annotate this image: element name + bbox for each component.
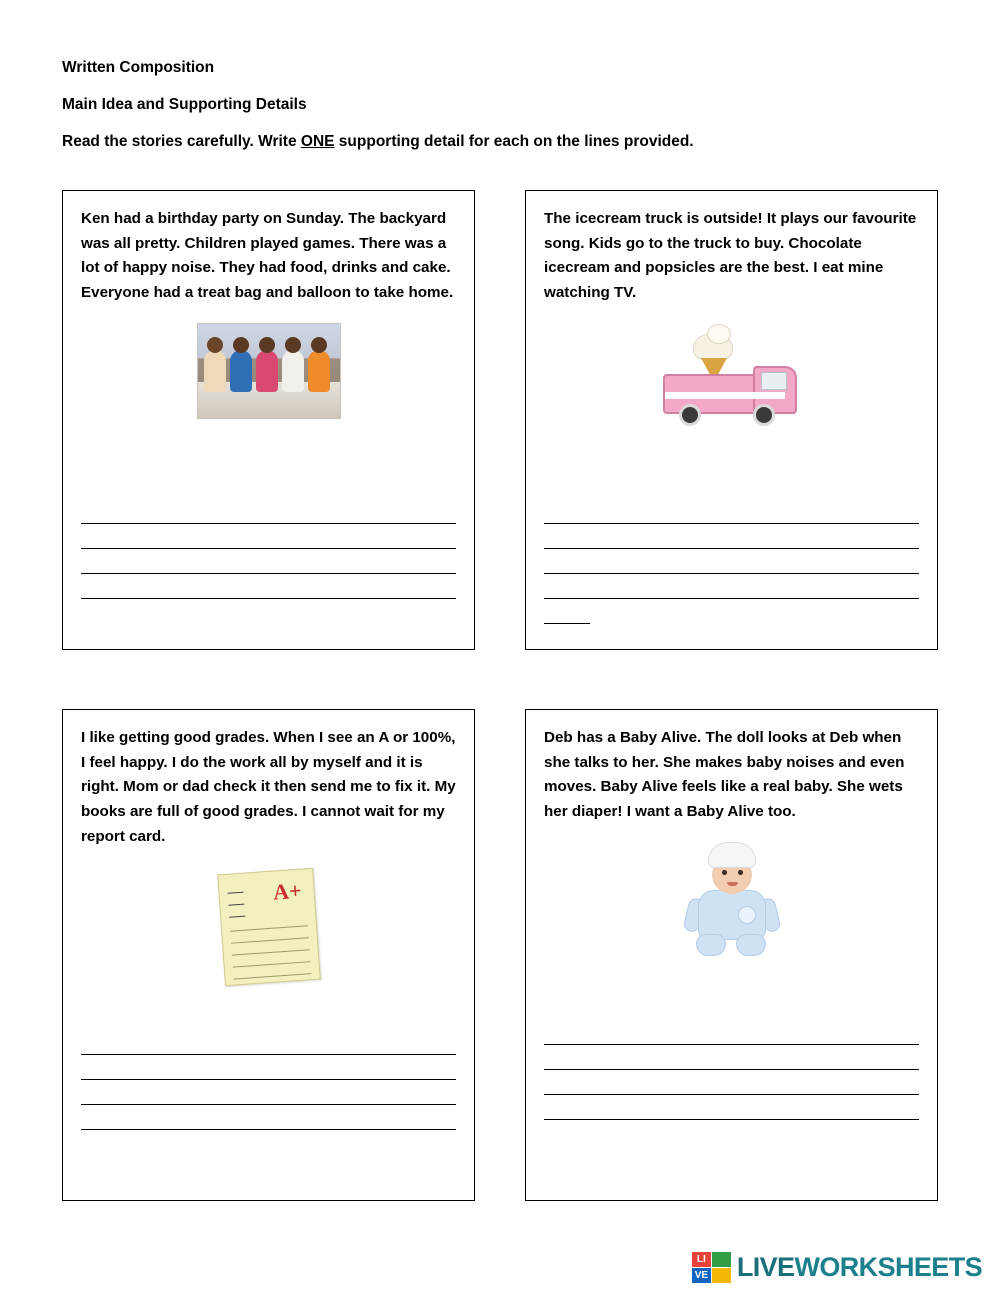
story-text: The icecream truck is outside! It plays our favourite song. Kids go to the truck to buy. Chocolate icecream and popsicles are the best. I eat mine watching TV.	[544, 210, 917, 301]
story-text: Ken had a birthday party on Sunday. The backyard was all pretty. Children played games. There was a lot of happy noise. They had food, drinks and cake. Everyone had a treat bag and balloon to take home.	[81, 210, 454, 301]
story-card-grades	[62, 709, 475, 1201]
header-title: Written Composition	[62, 59, 215, 76]
doll-leg	[696, 934, 726, 956]
doll-eye	[722, 870, 727, 875]
truck-stripe	[665, 392, 785, 399]
doll-mouth	[727, 882, 738, 886]
graded-paper-graphic	[217, 868, 321, 986]
check-mark	[229, 916, 245, 918]
answer-line[interactable]	[81, 1105, 456, 1130]
logo-word-live: LIVE	[736, 1252, 795, 1282]
story-card-icecream	[525, 190, 938, 650]
answer-lines[interactable]	[81, 499, 456, 599]
answer-line[interactable]	[81, 524, 456, 549]
paper-rule	[232, 961, 310, 967]
child-figure	[204, 350, 226, 392]
truck-window	[761, 372, 787, 390]
answer-line[interactable]	[544, 1045, 919, 1070]
answer-line[interactable]	[81, 1030, 456, 1055]
children-at-party-photo	[81, 316, 456, 426]
paper-rule	[233, 973, 311, 979]
cards-grid	[62, 190, 938, 1201]
teddy-patch-icon	[738, 906, 756, 924]
child-figure	[230, 350, 252, 392]
header-instructions	[62, 132, 942, 153]
instructions-emphasis: ONE	[300, 132, 335, 150]
logo-block-br	[712, 1268, 731, 1283]
icecream-truck-illustration	[544, 324, 919, 444]
baby-doll-photo	[544, 837, 919, 967]
answer-line[interactable]	[544, 549, 919, 574]
instructions-after: supporting detail for each on the lines provided.	[334, 132, 694, 150]
check-mark	[227, 892, 243, 894]
answer-line[interactable]	[81, 1055, 456, 1080]
answer-line[interactable]	[544, 1070, 919, 1095]
paper-rule	[230, 925, 308, 931]
liveworksheets-logo[interactable]	[692, 1252, 982, 1283]
doll-leg	[736, 934, 766, 956]
graded-paper-a-plus-illustration	[81, 867, 456, 987]
answer-line[interactable]	[81, 549, 456, 574]
answer-lines[interactable]	[544, 1020, 919, 1120]
child-figure	[308, 350, 330, 392]
story-card-birthday	[62, 190, 475, 650]
logo-block-tr	[712, 1252, 731, 1267]
logo-wordmark	[737, 1252, 982, 1283]
child-figure	[282, 350, 304, 392]
header-subtitle: Main Idea and Supporting Details	[62, 95, 307, 113]
answer-lines[interactable]	[81, 1030, 456, 1130]
cards-row-bottom	[62, 709, 938, 1201]
truck-wheel	[753, 404, 775, 426]
story-text: I like getting good grades. When I see an A or 100%, I feel happy. I do the work all by myself and it is right. Mom or dad check it then send me to fix it. My books are full of good grades. I cannot wait for my report card.	[81, 729, 456, 845]
party-photo-graphic	[197, 323, 341, 419]
check-mark	[228, 904, 244, 906]
answer-line[interactable]	[81, 1080, 456, 1105]
answer-line[interactable]	[81, 574, 456, 599]
answer-line[interactable]	[81, 499, 456, 524]
answer-line[interactable]	[544, 499, 919, 524]
logo-block-li: LI	[692, 1252, 711, 1267]
answer-line[interactable]	[544, 524, 919, 549]
answer-line-partial[interactable]	[544, 599, 590, 624]
logo-block-ve: VE	[692, 1268, 711, 1283]
paper-rule	[231, 949, 309, 955]
answer-line[interactable]	[544, 574, 919, 599]
paper-rule	[231, 937, 309, 943]
child-figure	[256, 350, 278, 392]
answer-line[interactable]	[544, 1095, 919, 1120]
answer-lines[interactable]	[544, 499, 919, 624]
worksheet-header	[62, 58, 942, 153]
doll-graphic	[668, 840, 796, 964]
story-text: Deb has a Baby Alive. The doll looks at Deb when she talks to her. She makes baby noises and even moves. Baby Alive feels like a real baby. She wets her diaper! I want a Baby Alive too.	[544, 729, 905, 820]
doll-eye	[738, 870, 743, 875]
answer-line[interactable]	[544, 1020, 919, 1045]
grade-label: A+	[271, 877, 302, 905]
instructions-before: Read the stories carefully. Write	[62, 132, 301, 150]
logo-blocks-icon	[692, 1252, 731, 1283]
story-card-babyalive	[525, 709, 938, 1201]
doll-hat	[708, 842, 756, 868]
cone-scoop-top	[707, 324, 731, 344]
logo-word-worksheets: WORKSHEETS	[794, 1252, 982, 1282]
cards-row-top	[62, 190, 938, 650]
truck-wheel	[679, 404, 701, 426]
truck-graphic	[657, 332, 807, 436]
